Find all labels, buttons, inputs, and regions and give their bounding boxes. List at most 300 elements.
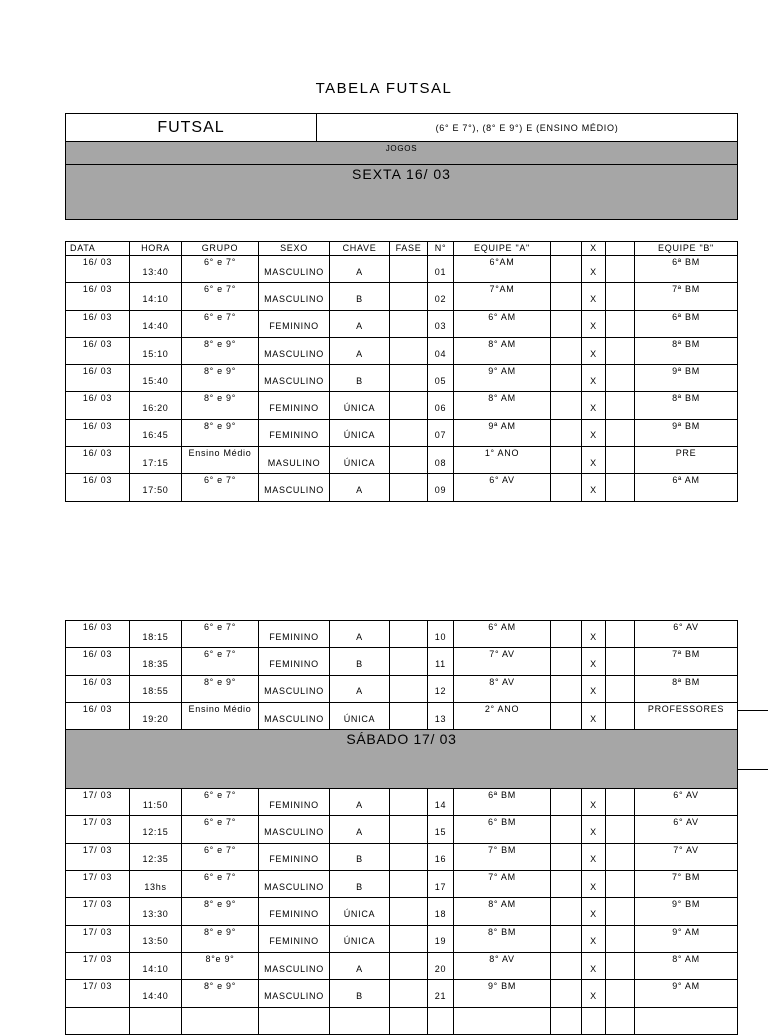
cell-blank2 [606,980,635,1007]
cell-hora: 14:40 [130,980,182,1007]
cell-data: 16/ 03 [66,447,130,474]
cell-x: X [582,648,606,675]
cell-chave: B [330,980,390,1007]
cell-hora [130,1007,182,1034]
col-data: DATA [66,242,130,256]
cell-blank2 [606,816,635,843]
cell-b: 6ª BM [635,310,738,337]
cell-fase [390,310,428,337]
schedule-table-friday-1 [65,241,738,502]
cell-num: 16 [428,843,454,870]
cell-blank1 [551,816,582,843]
cell-num: 13 [428,702,454,729]
cell-hora: 11:50 [130,789,182,816]
cell-data: 16/ 03 [66,283,130,310]
table-row [66,871,738,898]
cell-b: 8ª BM [635,392,738,419]
sport-title: FUTSAL [66,114,317,142]
cell-sexo: FEMININO [259,419,330,446]
cell-sexo: MASCULINO [259,980,330,1007]
cell-data: 16/ 03 [66,256,130,283]
cell-fase [390,925,428,952]
cell-blank1 [551,925,582,952]
cell-a: 6°AM [454,256,551,283]
table-row [66,980,738,1007]
cell-grupo: 8° e 9° [182,898,259,925]
cell-x: X [582,816,606,843]
cell-data: 16/ 03 [66,474,130,501]
cell-a: 8° AV [454,952,551,979]
cell-blank1 [551,419,582,446]
cell-chave: ÚNICA [330,702,390,729]
cell-num: 21 [428,980,454,1007]
cell-sexo: FEMININO [259,310,330,337]
cell-hora: 13:30 [130,898,182,925]
cell-data: 16/ 03 [66,419,130,446]
table-row [66,952,738,979]
cell-data: 17/ 03 [66,871,130,898]
cell-b: 8ª BM [635,675,738,702]
cell-b: 6° AV [635,621,738,648]
cell-num: 09 [428,474,454,501]
col-equipe-b: EQUIPE "B" [635,242,738,256]
cell-a: 2° ANO [454,702,551,729]
cell-hora: 17:15 [130,447,182,474]
cell-a: 8° BM [454,925,551,952]
cell-num: 12 [428,675,454,702]
cell-data: 17/ 03 [66,925,130,952]
col-chave: CHAVE [330,242,390,256]
cell-blank1 [551,980,582,1007]
cell-hora: 16:20 [130,392,182,419]
cell-blank2 [606,648,635,675]
cell-sexo: FEMININO [259,925,330,952]
cell-a [454,1007,551,1034]
cell-hora: 16:45 [130,419,182,446]
table-row [66,365,738,392]
cell-blank1 [551,365,582,392]
cell-x: X [582,392,606,419]
categories-label: (6° E 7°), (8° E 9°) E (ENSINO MÉDIO) [317,114,738,142]
cell-x: X [582,310,606,337]
table-row [66,337,738,364]
cell-b: 7° AV [635,843,738,870]
cell-hora: 15:40 [130,365,182,392]
cell-chave: ÚNICA [330,898,390,925]
schedule-table-friday-2 [65,620,738,1035]
cell-b: 6° AV [635,789,738,816]
cell-a: 9ª AM [454,419,551,446]
cell-chave: B [330,648,390,675]
cell-chave: A [330,474,390,501]
cell-fase [390,392,428,419]
table-row [66,898,738,925]
cell-chave: ÚNICA [330,392,390,419]
cell-chave: B [330,283,390,310]
cell-blank2 [606,474,635,501]
cell-grupo: 8° e 9° [182,925,259,952]
cell-data: 17/ 03 [66,898,130,925]
table-row [66,925,738,952]
cell-hora: 18:15 [130,621,182,648]
cell-blank1 [551,871,582,898]
cell-blank1 [551,843,582,870]
cell-data: 16/ 03 [66,310,130,337]
cell-blank1 [551,675,582,702]
table-row [66,702,738,729]
cell-fase [390,337,428,364]
cell-b: 6ª BM [635,256,738,283]
cell-x: X [582,952,606,979]
cell-a: 6° AM [454,310,551,337]
cell-data: 17/ 03 [66,816,130,843]
cell-a: 7° AM [454,871,551,898]
cell-x: X [582,702,606,729]
cell-hora: 18:35 [130,648,182,675]
cell-sexo: MASCULINO [259,675,330,702]
cell-a: 6ª BM [454,789,551,816]
table-row [66,1007,738,1034]
cell-num: 17 [428,871,454,898]
cell-a: 8° AM [454,337,551,364]
cell-data: 17/ 03 [66,843,130,870]
cell-blank1 [551,283,582,310]
cell-grupo: 6° e 7° [182,648,259,675]
cell-blank2 [606,392,635,419]
cell-chave: A [330,789,390,816]
cell-a: 7° AV [454,648,551,675]
cell-data: 16/ 03 [66,702,130,729]
cell-b: 8ª BM [635,337,738,364]
cell-sexo: MASCULINO [259,952,330,979]
cell-sexo: FEMININO [259,392,330,419]
cell-blank2 [606,256,635,283]
cell-hora: 18:55 [130,675,182,702]
cell-sexo: MASCULINO [259,283,330,310]
cell-grupo: 6° e 7° [182,310,259,337]
table-row [66,648,738,675]
cell-blank2 [606,283,635,310]
header-table [65,113,738,220]
cell-sexo: MASCULINO [259,816,330,843]
cell-a: 9° AM [454,365,551,392]
col-x: X [582,242,606,256]
cell-grupo: Ensino Médio [182,702,259,729]
cell-chave: A [330,310,390,337]
cell-grupo: 8° e 9° [182,337,259,364]
cell-sexo: MASULINO [259,447,330,474]
cell-num [428,1007,454,1034]
cell-sexo: FEMININO [259,843,330,870]
cell-grupo: 6° e 7° [182,789,259,816]
day2-banner: SÁBADO 17/ 03 [66,730,738,789]
cell-x: X [582,474,606,501]
cell-x: X [582,283,606,310]
col-num: N° [428,242,454,256]
cell-blank2 [606,871,635,898]
cell-num: 18 [428,898,454,925]
cell-data: 17/ 03 [66,980,130,1007]
cell-hora: 14:40 [130,310,182,337]
cell-blank2 [606,365,635,392]
cell-blank1 [551,702,582,729]
cell-data: 16/ 03 [66,365,130,392]
cell-sexo: FEMININO [259,789,330,816]
cell-a: 8° AM [454,392,551,419]
cell-fase [390,702,428,729]
extension-line-top [737,710,768,711]
cell-grupo: 8° e 9° [182,365,259,392]
cell-x: X [582,980,606,1007]
cell-data: 16/ 03 [66,675,130,702]
cell-x: X [582,337,606,364]
cell-num: 11 [428,648,454,675]
cell-b: 7° BM [635,871,738,898]
cell-fase [390,898,428,925]
cell-fase [390,419,428,446]
cell-sexo: MASCULINO [259,256,330,283]
table-row [66,283,738,310]
cell-data: 16/ 03 [66,337,130,364]
cell-x: X [582,621,606,648]
column-header-row [66,242,738,256]
cell-blank1 [551,337,582,364]
cell-chave: ÚNICA [330,925,390,952]
games-label: JOGOS [66,142,738,165]
cell-x: X [582,675,606,702]
cell-blank2 [606,447,635,474]
cell-x: X [582,843,606,870]
cell-b: 9ª BM [635,365,738,392]
cell-hora: 15:10 [130,337,182,364]
cell-b: 6ª AM [635,474,738,501]
table-row [66,621,738,648]
cell-fase [390,789,428,816]
cell-data [66,1007,130,1034]
cell-blank2 [606,621,635,648]
cell-blank1 [551,789,582,816]
cell-a: 6° BM [454,816,551,843]
cell-sexo: MASCULINO [259,365,330,392]
cell-b: PROFESSORES [635,702,738,729]
cell-x: X [582,871,606,898]
cell-x: X [582,925,606,952]
cell-fase [390,256,428,283]
cell-sexo: FEMININO [259,621,330,648]
cell-num: 08 [428,447,454,474]
cell-num: 07 [428,419,454,446]
cell-b: 9° AM [635,925,738,952]
cell-sexo: MASCULINO [259,474,330,501]
cell-sexo: MASCULINO [259,871,330,898]
cell-chave [330,1007,390,1034]
cell-chave: ÚNICA [330,447,390,474]
table-row [66,310,738,337]
cell-b [635,1007,738,1034]
table-row [66,843,738,870]
cell-data: 17/ 03 [66,789,130,816]
cell-a: 8° AV [454,675,551,702]
table-row [66,789,738,816]
cell-fase [390,474,428,501]
cell-grupo: 8° e 9° [182,392,259,419]
cell-blank1 [551,621,582,648]
cell-grupo [182,1007,259,1034]
cell-grupo: 6° e 7° [182,283,259,310]
table-row [66,474,738,501]
cell-chave: B [330,871,390,898]
cell-blank1 [551,898,582,925]
cell-blank2 [606,675,635,702]
cell-num: 03 [428,310,454,337]
cell-x: X [582,256,606,283]
cell-blank1 [551,392,582,419]
cell-sexo: MASCULINO [259,337,330,364]
cell-sexo [259,1007,330,1034]
cell-num: 10 [428,621,454,648]
cell-grupo: Ensino Médio [182,447,259,474]
cell-hora: 12:35 [130,843,182,870]
cell-chave: A [330,337,390,364]
cell-blank1 [551,447,582,474]
cell-blank1 [551,310,582,337]
cell-hora: 13hs [130,871,182,898]
cell-blank2 [606,337,635,364]
cell-grupo: 8°e 9° [182,952,259,979]
table-row [66,447,738,474]
cell-blank1 [551,474,582,501]
table-row [66,392,738,419]
cell-grupo: 6° e 7° [182,621,259,648]
col-sexo: SEXO [259,242,330,256]
cell-fase [390,952,428,979]
cell-a: 7°AM [454,283,551,310]
cell-num: 04 [428,337,454,364]
cell-b: 7ª BM [635,283,738,310]
cell-data: 16/ 03 [66,648,130,675]
cell-grupo: 8° e 9° [182,419,259,446]
cell-hora: 13:50 [130,925,182,952]
cell-b: 9° AM [635,980,738,1007]
cell-b: 9° BM [635,898,738,925]
day1-banner: SEXTA 16/ 03 [66,165,738,220]
col-grupo: GRUPO [182,242,259,256]
cell-x: X [582,898,606,925]
cell-fase [390,871,428,898]
cell-blank2 [606,789,635,816]
cell-chave: A [330,621,390,648]
cell-blank1 [551,1007,582,1034]
cell-fase [390,283,428,310]
cell-b: 6° AV [635,816,738,843]
cell-num: 15 [428,816,454,843]
cell-data: 16/ 03 [66,392,130,419]
cell-sexo: FEMININO [259,898,330,925]
cell-grupo: 6° e 7° [182,256,259,283]
cell-a: 6° AM [454,621,551,648]
cell-b: 8° AM [635,952,738,979]
cell-a: 9° BM [454,980,551,1007]
cell-hora: 12:15 [130,816,182,843]
cell-hora: 13:40 [130,256,182,283]
cell-blank2 [606,925,635,952]
cell-num: 20 [428,952,454,979]
cell-x: X [582,365,606,392]
cell-blank2 [606,952,635,979]
col-fase: FASE [390,242,428,256]
cell-chave: A [330,816,390,843]
cell-blank1 [551,648,582,675]
cell-grupo: 6° e 7° [182,474,259,501]
col-blank-2 [606,242,635,256]
cell-fase [390,843,428,870]
cell-a: 6° AV [454,474,551,501]
cell-chave: B [330,365,390,392]
cell-grupo: 8° e 9° [182,675,259,702]
cell-chave: A [330,675,390,702]
cell-sexo: FEMININO [259,648,330,675]
cell-fase [390,365,428,392]
cell-fase [390,648,428,675]
cell-hora: 14:10 [130,952,182,979]
cell-num: 19 [428,925,454,952]
cell-chave: ÚNICA [330,419,390,446]
cell-grupo: 6° e 7° [182,871,259,898]
table-row [66,419,738,446]
cell-chave: A [330,952,390,979]
col-blank-1 [551,242,582,256]
cell-num: 06 [428,392,454,419]
cell-blank2 [606,702,635,729]
cell-x [582,1007,606,1034]
cell-grupo: 6° e 7° [182,816,259,843]
cell-a: 7° BM [454,843,551,870]
cell-grupo: 8° e 9° [182,980,259,1007]
cell-x: X [582,789,606,816]
cell-chave: B [330,843,390,870]
cell-num: 14 [428,789,454,816]
cell-x: X [582,419,606,446]
cell-x: X [582,447,606,474]
cell-blank2 [606,898,635,925]
cell-b: PRE [635,447,738,474]
cell-a: 1° ANO [454,447,551,474]
table-row [66,256,738,283]
cell-blank1 [551,952,582,979]
cell-grupo: 6° e 7° [182,843,259,870]
cell-b: 9ª BM [635,419,738,446]
col-hora: HORA [130,242,182,256]
cell-hora: 14:10 [130,283,182,310]
cell-fase [390,675,428,702]
cell-blank1 [551,256,582,283]
cell-hora: 19:20 [130,702,182,729]
cell-blank2 [606,419,635,446]
cell-blank2 [606,310,635,337]
cell-num: 01 [428,256,454,283]
cell-fase [390,447,428,474]
extension-line-bottom [737,769,768,770]
col-equipe-a: EQUIPE "A" [454,242,551,256]
cell-num: 05 [428,365,454,392]
cell-blank2 [606,1007,635,1034]
cell-data: 17/ 03 [66,952,130,979]
cell-fase [390,816,428,843]
cell-fase [390,980,428,1007]
cell-num: 02 [428,283,454,310]
cell-hora: 17:50 [130,474,182,501]
cell-fase [390,1007,428,1034]
